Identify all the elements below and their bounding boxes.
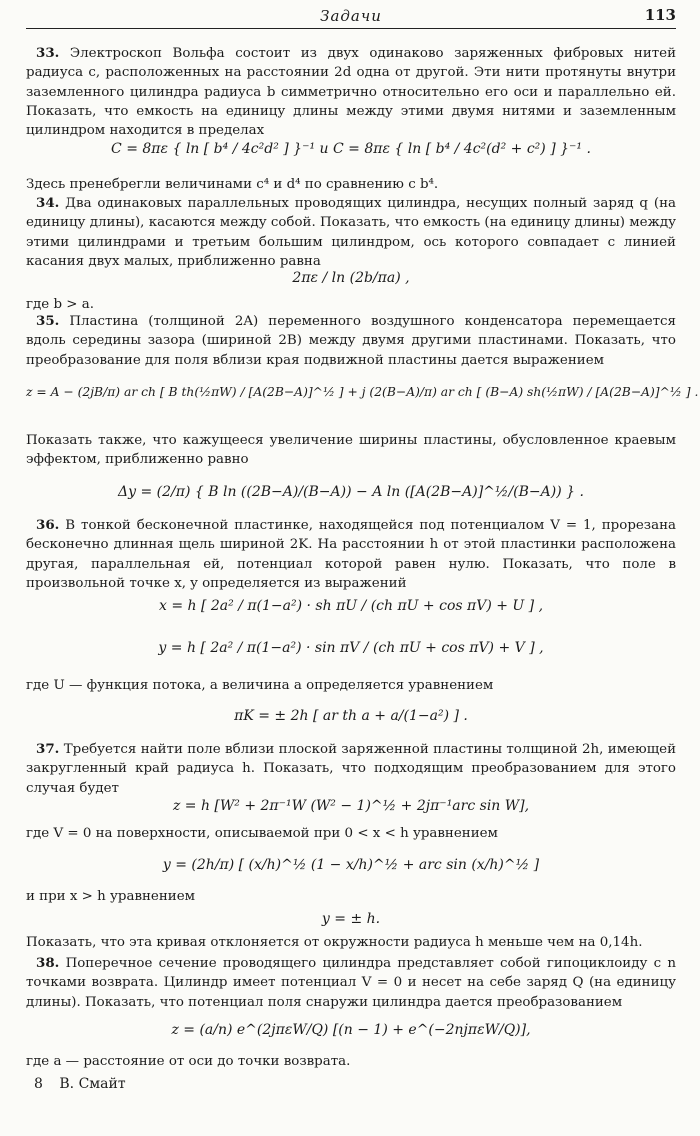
problem-36-formula-k: πK = ± 2h [ ar th a + a/(1−a²) ] . xyxy=(234,708,468,724)
problem-37-text3: и при x > h уравнением xyxy=(26,889,196,904)
problem-38-body: Поперечное сечение проводящего цилиндра представляет собой гипоциклоиду с n точками возврата. Цилиндр имеет потенциал V = 0 и несет на себе заряд Q (на единицу длины). Показать, что потенциал поля снаружи цилиндра дается преобразованием xyxy=(26,956,676,1010)
problem-35-text xyxy=(26,312,676,370)
problem-35-text2: Показать также, что кажущееся увеличение ширины пластины, обусловленное краевым эффектом, приближенно равно xyxy=(26,433,676,468)
problem-38-formula: z = (a/n) e^(2jπεW/Q) [(n − 1) + e^(−2njπεW/Q)], xyxy=(171,1022,531,1038)
problem-33-body: Электроскоп Вольфа состоит из двух одинаково заряженных фибровых нитей радиуса c, расположенных на расстоянии 2d одна от другой. Эти нити протянуты внутри заземленного цилиндра радиуса b симметрично относительно его оси и параллельно ей. Показать, что емкость на единицу длины между этими двумя нитями и заземленным цилиндром находится в пределах xyxy=(26,46,676,139)
problem-33-formula: C = 8πε { ln [ b⁴ / 4c²d² ] }⁻¹ и C = 8πε { ln [ b⁴ / 4c²(d² + c²) ] }⁻¹ . xyxy=(111,141,591,157)
problem-35-number: 35. xyxy=(36,313,60,329)
problem-37-formula3: y = ± h. xyxy=(321,911,381,927)
problem-36-formula-y: y = h [ 2a² / π(1−a²) · sin πV / (ch πU + cos πV) + V ] , xyxy=(158,640,544,656)
problem-33-text xyxy=(26,44,676,140)
problem-37-formula: z = h [W² + 2π⁻¹W (W² − 1)^½ + 2jπ⁻¹arc sin W], xyxy=(172,798,530,814)
problem-36-number: 36. xyxy=(36,517,60,533)
page-number: 113 xyxy=(644,6,676,24)
problem-36-formula-x: x = h [ 2a² / π(1−a²) · sh πU / (ch πU + cos πV) + U ] , xyxy=(158,598,544,614)
problem-37-number: 37. xyxy=(36,741,60,757)
problem-36-body: В тонкой бесконечной пластинке, находящейся под потенциалом V = 1, прорезана бесконечно длинная щель шириной 2K. На расстоянии h от этой пластинки расположена другая, параллельная ей, потенциал которой равен нулю. Показать, что поле в произвольной точке x, y определяется из выражений xyxy=(26,518,677,591)
problem-37-text4: Показать, что эта кривая отклоняется от окружности радиуса h меньше чем на 0,14h. xyxy=(26,935,643,950)
running-header xyxy=(26,4,676,29)
problem-35-body: Пластина (толщиной 2A) переменного воздушного конденсатора перемещается вдоль середины зазора (шириной 2B) между двумя другими пластинами. Показать, что преобразование для поля вблизи края подвижной пластины дается выражением xyxy=(26,314,676,368)
problem-34-note: где b > a. xyxy=(26,297,94,312)
running-title: Задачи xyxy=(320,7,382,25)
problem-35-formula: z = A − (2jB/π) ar ch [ B th(½πW) / [A(2B−A)]^½ ] + j (2(B−A)/π) ar ch [ (B−A) sh(½πW) / [A(2B−A)]^½ ] . xyxy=(26,385,699,399)
problem-36-text xyxy=(26,516,676,593)
problem-37-text2: где V = 0 на поверхности, описываемой при 0 < x < h уравнением xyxy=(26,826,498,841)
problem-38-text2: где a — расстояние от оси до точки возврата. xyxy=(26,1054,351,1069)
problem-34-body: Два одинаковых параллельных проводящих цилиндра, несущих полный заряд q (на единицу длины), касаются между собой. Показать, что емкость (на единицу длины) между этими цилиндрами и третьим большим цилиндром, ось которого совпадает с линией касания двух малых, приближенно равна xyxy=(26,196,676,269)
problem-35-formula2: Δy = (2/π) { B ln ((2B−A)/(B−A)) − A ln ([A(2B−A)]^½/(B−A)) } . xyxy=(118,484,584,500)
problem-37-text xyxy=(26,740,676,798)
problem-37-body: Требуется найти поле вблизи плоской заряженной пластины толщиной 2h, имеющей закругленный край радиуса h. Показать, что подходящим преобразованием для этого случая будет xyxy=(26,742,677,796)
problem-33-number: 33. xyxy=(36,45,60,61)
problem-33-note: Здесь пренебрегли величинами c⁴ и d⁴ по сравнению с b⁴. xyxy=(26,177,439,192)
problem-34-text xyxy=(26,194,676,271)
page-footer xyxy=(34,1076,126,1092)
problem-34-formula: 2πε / ln (2b/πa) , xyxy=(292,270,410,286)
footer-author: В. Смайт xyxy=(59,1076,126,1092)
signature-mark: 8 xyxy=(34,1076,43,1092)
problem-37-formula2: y = (2h/π) [ (x/h)^½ (1 − x/h)^½ + arc sin (x/h)^½ ] xyxy=(162,857,540,873)
problem-36-text2: где U — функция потока, а величина a определяется уравнением xyxy=(26,678,494,693)
problem-38-number: 38. xyxy=(36,955,60,971)
problem-38-text xyxy=(26,954,676,1012)
problem-34-number: 34. xyxy=(36,195,60,211)
